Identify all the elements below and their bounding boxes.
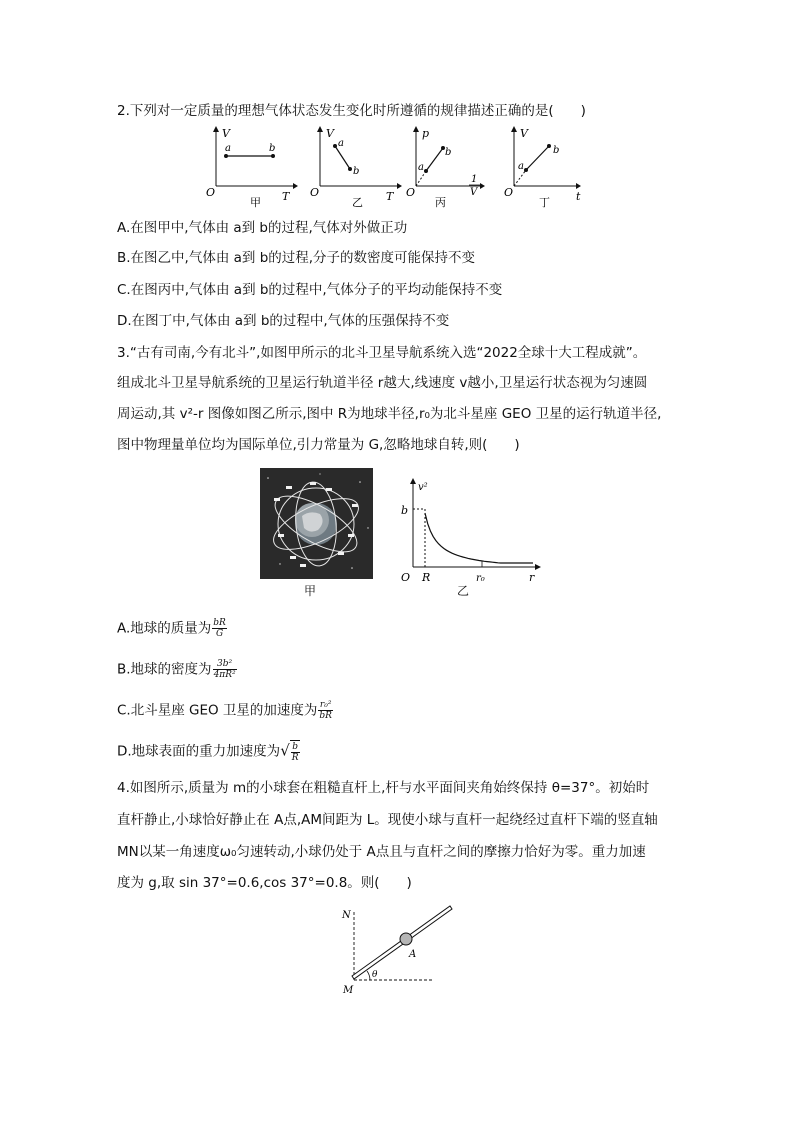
q2-yi-caption: 乙 xyxy=(352,196,363,208)
q3-option-a-fraction: $\frac{bR}{G}$ xyxy=(213,618,226,639)
q2-ding-origin: O xyxy=(504,186,514,199)
q3-fig-jia-caption: 甲 xyxy=(304,584,317,598)
q2-stem: 2.下列对一定质量的理想气体状态发生变化时所遵循的规律描述正确的是( ) xyxy=(117,103,586,119)
q2-ding-xlabel: t xyxy=(576,190,581,203)
q4-rod-figure xyxy=(336,900,464,996)
q2-jia-b: b xyxy=(269,143,276,154)
q2-option-c: C.在图丙中,气体由 a到 b的过程中,气体分子的平均动能保持不变 xyxy=(117,282,503,298)
q2-jia-origin: O xyxy=(206,186,216,199)
q4-line-2: 直杆静止,小球恰好静止在 A点,AM间距为 L。现使小球与直杆一起绕经过直杆下端的竖直轴 xyxy=(117,812,658,828)
q4-label-A: A xyxy=(409,949,417,960)
q2-ding-a: a xyxy=(518,161,524,172)
q2-option-b: B.在图乙中,气体由 a到 b的过程,分子的数密度可能保持不变 xyxy=(117,250,476,266)
q2-yi-ylabel: V xyxy=(326,127,334,140)
q2-graph-bing xyxy=(398,124,498,208)
q2-jia-caption: 甲 xyxy=(250,196,261,208)
q3-option-a xyxy=(117,618,227,639)
q3-option-c-text: C.北斗星座 GEO 卫星的加速度为 xyxy=(117,702,318,719)
q2-ding-ylabel: V xyxy=(520,127,528,140)
q2-option-d: D.在图丁中,气体由 a到 b的过程中,气体的压强保持不变 xyxy=(117,313,450,329)
q3-option-b-fraction: $\frac{\text{3b²}}{\text{4πR²}}$ xyxy=(213,659,236,680)
q4-label-theta: θ xyxy=(372,970,378,980)
q3-chart-ylabel: v² xyxy=(418,482,428,493)
q2-graph-ding xyxy=(496,124,596,208)
q3-fig-yi-caption: 乙 xyxy=(457,584,470,598)
q2-bing-origin: O xyxy=(406,186,416,199)
q2-ding-caption: 丁 xyxy=(539,196,550,208)
q3-line-3: 周运动,其 v²-r 图像如图乙所示,图中 R为地球半径,r₀为北斗星座 GEO 卫星的运行轨道半径, xyxy=(117,406,662,422)
q3-chart-b: b xyxy=(401,504,409,517)
q2-bing-ylabel: p xyxy=(422,127,430,140)
q3-option-d-text: D.地球表面的重力加速度为 xyxy=(117,743,281,760)
q2-yi-origin: O xyxy=(310,186,320,199)
q3-option-d-sqrt: √ $\frac{b}{R}$ xyxy=(280,741,299,763)
q3-chart-r0: r₀ xyxy=(476,573,485,584)
q3-option-d xyxy=(117,740,300,763)
q2-yi-xlabel: T xyxy=(386,190,394,203)
q3-beidou-photo xyxy=(260,468,373,579)
q2-yi-b: b xyxy=(353,166,360,177)
q4-line-3: MN以某一角速度ω₀匀速转动,小球仍处于 A点且与直杆之间的摩擦力恰好为零。重力加速 xyxy=(117,844,646,860)
q3-chart-xlabel: r xyxy=(529,571,535,584)
q2-bing-a: a xyxy=(418,162,424,173)
q2-bing-caption: 丙 xyxy=(435,196,446,208)
q4-line-1: 4.如图所示,质量为 m的小球套在粗糙直杆上,杆与水平面间夹角始终保持 θ=37°。初始时 xyxy=(117,780,650,796)
q3-line-2: 组成北斗卫星导航系统的卫星运行轨道半径 r越大,线速度 v越小,卫星运行状态视为匀速圆 xyxy=(117,375,648,391)
q3-line-4: 图中物理量单位均为国际单位,引力常量为 G,忽略地球自转,则( ) xyxy=(117,437,520,453)
q2-graph-jia xyxy=(198,124,298,208)
q3-v2-r-chart xyxy=(395,474,545,586)
q2-graph-yi xyxy=(302,124,402,208)
q3-chart-origin: O xyxy=(401,571,411,584)
q4-line-4: 度为 g,取 sin 37°=0.6,cos 37°=0.8。则( ) xyxy=(117,875,412,891)
q2-option-a: A.在图甲中,气体由 a到 b的过程,气体对外做正功 xyxy=(117,220,408,236)
q3-option-c xyxy=(117,700,333,721)
q2-yi-a: a xyxy=(338,138,344,149)
q2-ding-b: b xyxy=(553,145,560,156)
q2-jia-a: a xyxy=(225,143,231,154)
q4-label-M: M xyxy=(343,985,354,996)
q4-label-N: N xyxy=(342,910,351,921)
q3-option-b xyxy=(117,659,237,680)
q3-line-1: 3.“古有司南,今有北斗”,如图甲所示的北斗卫星导航系统入选“2022全球十大工程成就”。 xyxy=(117,345,647,361)
q3-option-c-fraction: $\frac{\text{r₀²}}{bR}$ xyxy=(319,700,332,721)
q2-bing-xlabel-num: 1 xyxy=(471,174,478,185)
q2-bing-xlabel-den: V xyxy=(470,187,478,198)
q2-bing-b: b xyxy=(445,147,452,158)
q2-jia-xlabel: T xyxy=(282,190,290,203)
q3-option-a-text: A.地球的质量为 xyxy=(117,620,212,637)
q3-chart-R: R xyxy=(422,571,431,584)
q2-jia-ylabel: V xyxy=(222,127,230,140)
q3-option-b-text: B.地球的密度为 xyxy=(117,661,212,678)
